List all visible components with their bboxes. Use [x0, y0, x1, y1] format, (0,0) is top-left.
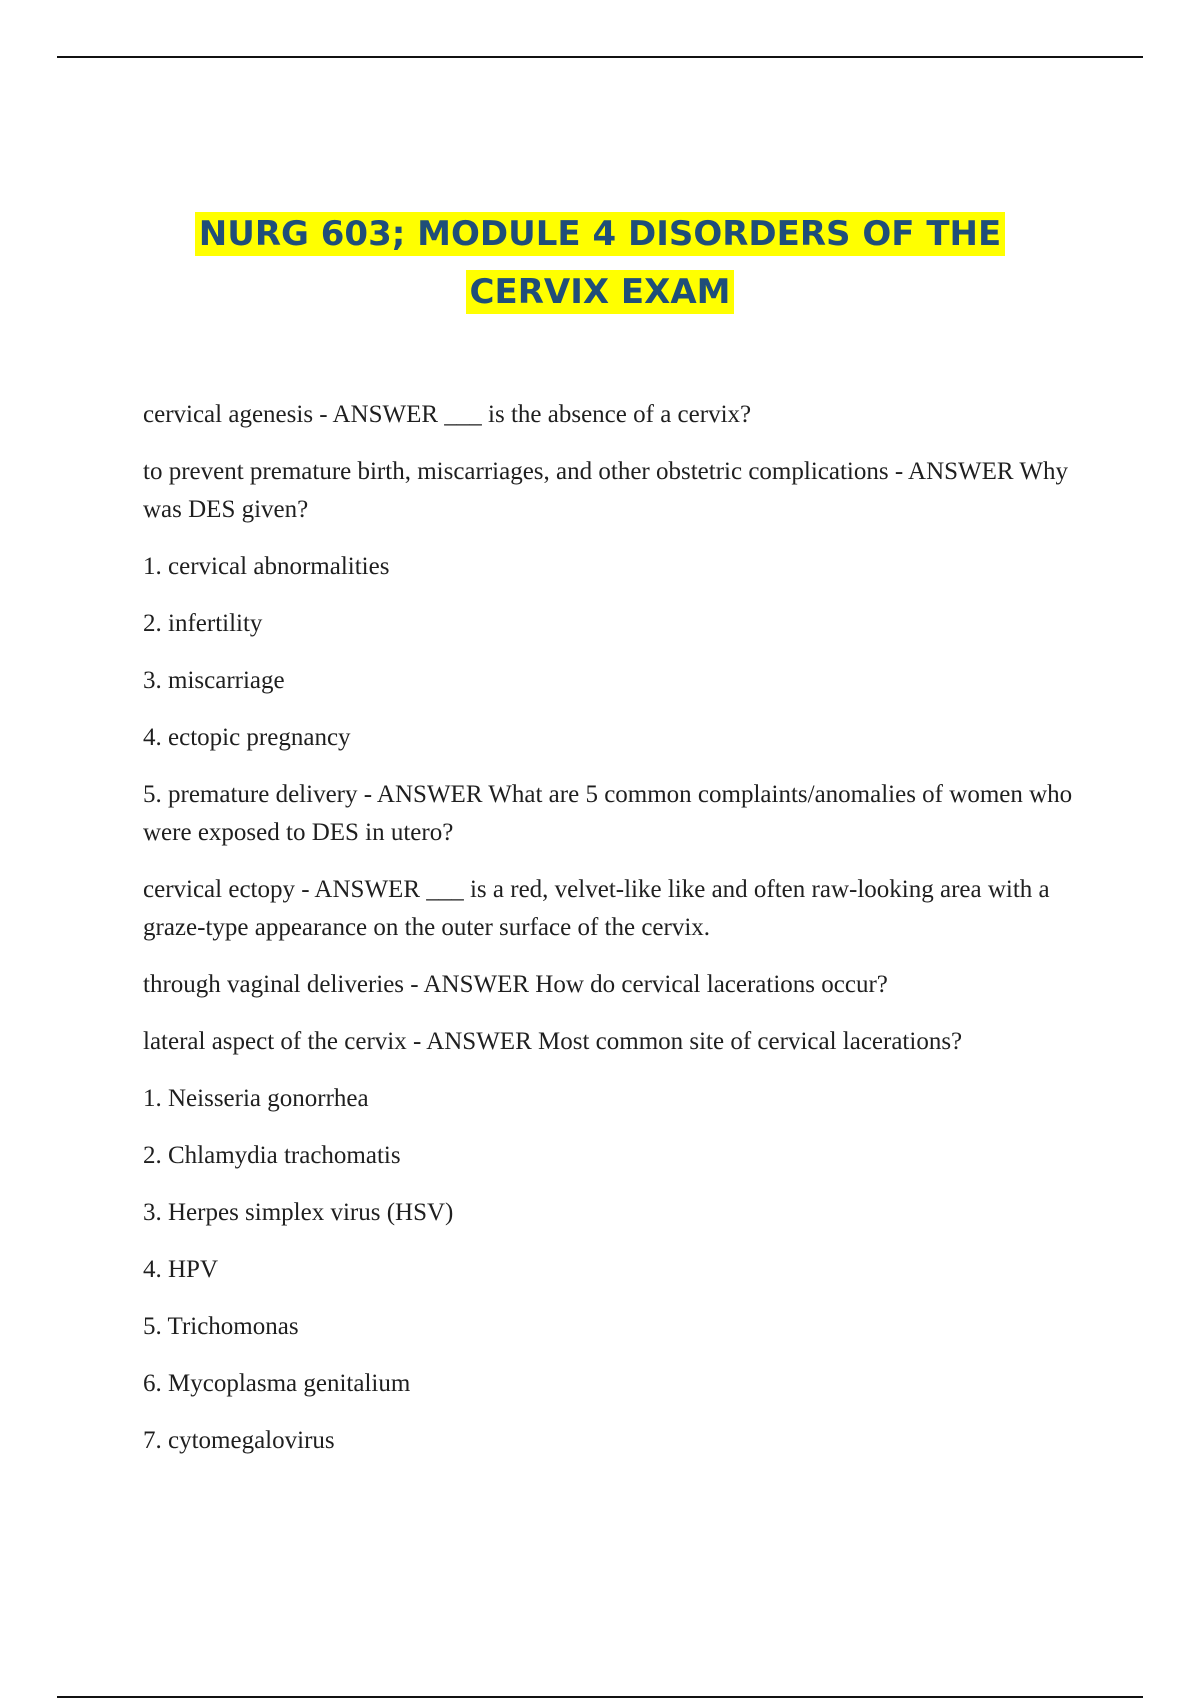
title-highlight-1: NURG 603; MODULE 4 DISORDERS OF THE: [195, 212, 1005, 256]
document-title: [0, 205, 1200, 321]
title-line-1: [0, 205, 1200, 263]
paragraph-des-purpose: to prevent premature birth, miscarriages, and other obstetric complications - ANSWER Why was DES given?: [143, 458, 1068, 523]
list-item: 5. Trichomonas: [143, 1313, 299, 1340]
paragraph-cervical-agenesis: cervical agenesis - ANSWER ___ is the absence of a cervix?: [143, 401, 752, 428]
list-item: 3. miscarriage: [143, 667, 285, 694]
top-rule: [57, 56, 1143, 58]
list-item: 2. Chlamydia trachomatis: [143, 1142, 401, 1169]
paragraph-cervical-ectopy: cervical ectopy - ANSWER ___ is a red, velvet-like like and often raw-looking area with a graze-type appearance on the outer surface of the cervix.: [143, 876, 1050, 941]
document-body: [143, 396, 1088, 1479]
list-item: 3. Herpes simplex virus (HSV): [143, 1199, 454, 1226]
title-line-2: [0, 263, 1200, 321]
list-item: 1. Neisseria gonorrhea: [143, 1085, 369, 1112]
list-item: 6. Mycoplasma genitalium: [143, 1370, 411, 1397]
paragraph-des-complaints: 5. premature delivery - ANSWER What are 5 common complaints/anomalies of women who were exposed to DES in utero?: [143, 781, 1073, 846]
bottom-rule: [57, 1696, 1143, 1698]
list-item: 1. cervical abnormalities: [143, 553, 390, 580]
paragraph-lacerations-cause: through vaginal deliveries - ANSWER How do cervical lacerations occur?: [143, 971, 888, 998]
title-highlight-2: CERVIX EXAM: [466, 270, 735, 314]
list-item: 4. ectopic pregnancy: [143, 724, 351, 751]
paragraph-lacerations-site: lateral aspect of the cervix - ANSWER Most common site of cervical lacerations?: [143, 1028, 963, 1055]
list-item: 4. HPV: [143, 1256, 219, 1283]
list-item: 2. infertility: [143, 610, 263, 637]
list-item: 7. cytomegalovirus: [143, 1427, 335, 1454]
